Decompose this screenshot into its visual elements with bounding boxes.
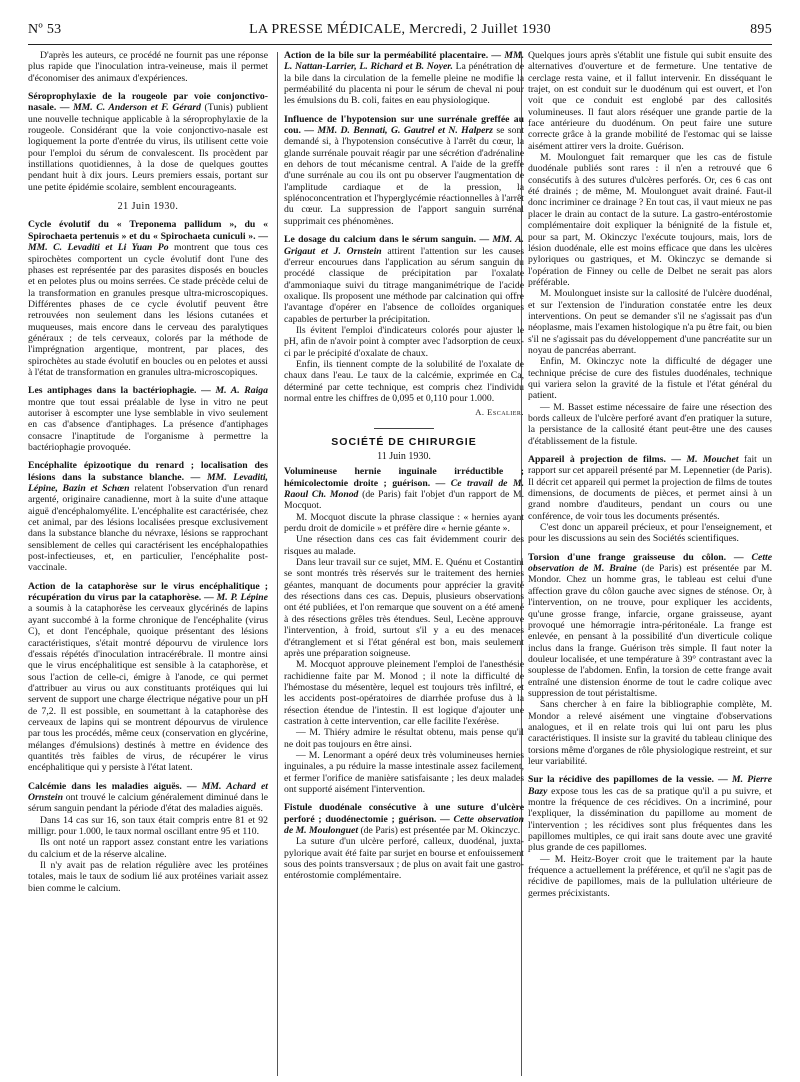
paragraph: M. Mocquot approuve pleinement l'emploi de l'anesthésie rachidienne faite par M. Monod ; il note la difficulté de l'hémostase du mésentère, lequel est toujours très infiltré, et les accidents post-opératoires de diarrhée profuse dus à la résection étendue de l'intestin. Il est logique d'ajouter une castration à cette intervention, car elle facilite l'exérèse.: [284, 659, 524, 727]
page-number: 895: [750, 22, 772, 37]
session-date: 21 Juin 1930.: [117, 201, 179, 213]
paragraph: La suture d'un ulcère perforé, calleux, duodénal, juxta-pylorique avait été faite par surjet en bourse et enfouissement sous des points transversaux ; de plus on avait fait une gastro-entérostomie complémentaire.: [284, 836, 524, 882]
society-heading: SOCIÉTÉ DE CHIRURGIE: [331, 435, 477, 448]
paragraph: C'est donc un appareil précieux, et pour l'enseignement, et pour les discussions au sein des Sociétés scientifiques.: [528, 522, 772, 545]
signature: A. Escalier.: [475, 407, 524, 418]
paragraph: D'après les auteurs, ce procédé ne fournit pas une réponse plus rapide que l'inoculation intra-veineuse, mais il permet d'économiser des animaux d'expériences.: [28, 50, 268, 84]
article-authors: — M. Mouchet: [665, 454, 739, 466]
article-authors: — MM. L. Nattan-Larrier, L. Richard et B. Noyer.: [284, 50, 524, 73]
article-title: Fistule duodénale consécutive à une suture d'ulcère perforé ; duodénectomie ; guérison.: [284, 802, 524, 825]
article-authors: — Cette observation de M. Braine: [528, 551, 772, 575]
article: [284, 50, 524, 107]
article-authors: — MM. Levaditi, Lépine, Bazin et Schœn: [28, 471, 268, 495]
paragraph: Dans leur travail sur ce sujet, MM. E. Quénu et Costantini se sont montrés très réservés sur le traitement des hernies géantes, manquant de documents pour apprécier la gravité des résections dans ces cas. Depuis, plusieurs observations ont été publiées, et l'on remarque que souvent on a été amené à des résections grêles très étendues. Seul, Lecène approuve l'intervention, à froid, surtout s'il y a eu des menaces d'étranglement et si l'état général est bon, mais seulement après une préparation soigneuse.: [284, 557, 524, 659]
article-title: Les antiphages dans la bactériophagie.: [28, 385, 197, 397]
paragraph: Enfin, ils tiennent compte de la solubilité de l'oxalate de chaux dans l'eau. Le taux de la calcémie, exprimée en Ca, déterminé par cette technique, est compris chez l'individu normal entre les chiffres de 0,095 et 0,110 pour 1.000.: [284, 358, 524, 404]
article-title: Torsion d'une frange graisseuse du côlon.: [528, 551, 727, 563]
article-body: montre que tout essai préalable de lyse in vitro ne peut autoriser à escompter une lyse semblable in vivo seulement en cas d'absence d'antiphages. La présence d'antiphages consacre l'inaptitude de l'organisme à permettre la bactériophagie provoquée.: [28, 396, 268, 453]
article-body: montrent que tous ces spirochètes comportent un cycle évolutif dont l'une des phases est représentée par des parasites disposés en boucles et en pelotes plus ou moins serrées. Ce stade précède celui de la transformation en granules presque ultra-microscopiques. Différentes phases de ce cycle évolutif peuvent être retrouvées non seulement dans les lésions cutanées et muqueuses, mais encore dans le cerveau des paralytiques généraux ; de tels cerveaux, colorés par la méthode de l'imprégnation argentique, montrent, par places, des spirochètes au stade évolutif en boucles ou en pelotes et aussi à l'état de transformation en granules ultra-microscopiques.: [28, 242, 268, 378]
article-authors: — M. A. Raiga: [196, 385, 268, 397]
article-authors: — MM. A. Grigaut et J. Ornstein: [284, 234, 524, 257]
paragraph: — M. Basset estime nécessaire de faire une résection des bords calleux de l'ulcère perforé avant d'en pratiquer la suture, la persistance de la callosité étant peut-être une des causes d'établissement de la fistule.: [528, 401, 772, 447]
paragraph: Enfin, M. Okinczyc note la difficulté de dégager une technique précise de cure des fistules duodénales, technique qui variera selon la gravité de la fistule et l'état général du patient.: [528, 356, 772, 402]
paragraph: — M. Thiéry admire le résultat obtenu, mais pense qu'il ne doit pas toujours en être ainsi.: [284, 727, 524, 750]
paragraph: Une résection dans ces cas fait évidemment courir des risques au malade.: [284, 534, 524, 557]
article: [284, 466, 524, 795]
article-body: expose tous les cas de sa pratique qu'il a pu suivre, et montre la fréquence de ces récidives. On a incriminé, pour l'expliquer, la dissémination du papillome au moment de l'intervention ; les récidives sont plus fréquentes dans les papillomes multiples, ce qui irait sans doute avec une gravité plus grande de ces papillomes.: [528, 785, 772, 854]
paragraph: Il n'y avait pas de relation régulière avec les protéines totales, mais le taux de sodium lié aux protéines variait assez bien comme le calcium.: [28, 860, 268, 894]
article-authors: — MM. C. Anderson et F. Gérard: [56, 102, 201, 114]
paragraph: Quelques jours après s'établit une fistule qui subit ensuite des alternatives d'ouverture et de fermeture. Une tentative de cerclage resta vaine, et il fallut intervenir. En disséquant le trajet, on est conduit sur le duodénum qui est ouvert, et l'on voit que ce conduit est englobé par des callosités volumineuses. Il faut alors réséquer une grande partie de la face antérieure du duodénum. On peut faire une suture correcte grâce à la grande mobilité de l'estomac qui se laisse aisément attirer vers la droite. Guérison.: [528, 50, 772, 152]
journal-title: LA PRESSE MÉDICALE, Mercredi, 2 Juillet 1930: [249, 22, 551, 37]
page-header: [28, 22, 772, 45]
article-body: (Tunis) publient une nouvelle technique applicable à la séroprophylaxie de la rougeole. Considérant que la voie conjonctivo-nasale est logiquement la porte d'entrée du virus, ils utilisent cette voie pour l'emploi du sérum de convalescent. Ils procèdent par instillations quotidiennes, à la dose de quelques gouttes pendant huit à dix jours. Leurs premiers essais, portant sur une petite épidémie scolaire, semblent encourageants.: [28, 102, 268, 193]
article: [284, 114, 524, 227]
article-title: Cycle évolutif du « Treponema pallidum », du « Spirochaeta pertenuis » et du « Spirochaeta cuniculi ».: [28, 219, 268, 242]
session-date: 11 Juin 1930.: [377, 451, 431, 462]
article-authors: — MM. Achard et Ornstein: [28, 780, 268, 803]
article-body: fait un rapport sur cet appareil présenté par M. Lepennetier (de Paris). Il décrit cet appareil qui permet la projection de films de toutes dimensions, de documents de pièces, et permet ainsi à un grand nombre d'auditeurs, pendant un cours ou une conférence, de voir tous les documents présentés.: [528, 454, 772, 522]
article-authors: — Cette observation de M. Moulonguet: [284, 813, 524, 836]
article-authors: — Ce travail de M. Raoul Ch. Monod: [284, 477, 524, 501]
article-body: (de Paris) fait l'objet d'un rapport de M. Mocquot.: [284, 489, 524, 512]
article-body: relatent l'observation d'un renard argenté, originaire canadienne, mort à la suite d'une attaque aiguë d'encéphalomyélite. L'encéphalite est caractérisée, chez cet animal, par des lésions localisées presque exclusivement dans la substance blanche du névraxe, lésions se rapprochant sensiblement de celles qui caractérisent les encéphalopathies post-infectieuses, et, en particulier, l'encéphalite post-vaccinale.: [28, 483, 268, 574]
article-title: Appareil à projection de films.: [528, 454, 666, 466]
article-title: Le dosage du calcium dans le sérum sanguin.: [284, 234, 477, 246]
article: [28, 581, 268, 774]
article-title: Volumineuse hernie inguinale irréductible ; hémicolectomie droite ; guérison.: [284, 466, 524, 489]
article-authors: — MM. C. Levaditi et Li Yuan Po: [28, 230, 269, 254]
article: [528, 454, 772, 545]
article-authors: — M. P. Lépine: [201, 592, 268, 604]
article-body: (de Paris) est présentée par M. Mondor. Chez un homme gras, le tableau est celui d'une affection grave du côlon gauche avec signes de sténose. Or, à l'intervention, on ne trouve, pour expliquer les accidents, qu'une grosse frange, infarcie, organe graisseuse, ayant provoqué une hémorragie intra-péritonéale. La frange est enlevée, en pensant à la possibilité d'un diverticule colique inclus dans la frange. Guérison très simple. Il faut noter la douleur localisée, et une température à 39° contrastant avec la souplesse de l'abdomen. Enfin, la torsion de cette frange avait entraîné une distension énorme de tout le cadre colique avec suppression de tout péristaltisme.: [528, 563, 773, 699]
article: [528, 552, 772, 768]
article: [28, 91, 268, 193]
article-body: (de Paris) est présentée par M. Okinczyc.: [358, 825, 521, 836]
article-body: ont trouvé le calcium généralement diminué dans le sérum sanguin pendant la période d'état des maladies aiguës.: [28, 791, 268, 815]
article-authors: — M. Pierre Bazy: [528, 774, 772, 797]
column-rule: [277, 52, 278, 1076]
article: [28, 385, 268, 453]
article-title: Action de la bile sur la perméabilité placentaire.: [284, 50, 489, 61]
article: [28, 219, 268, 378]
article: [284, 234, 524, 404]
paragraph: — M. Lenormant a opéré deux très volumineuses hernies inguinales, a pu réduire la masse intestinale assez facilement, et fermer l'orifice de manière satisfaisante ; les deux malades ont supporté aisément l'intervention.: [284, 749, 524, 795]
article-title: Séroprophylaxie de la rougeole par voie conjonctivo-nasale.: [28, 91, 268, 114]
article: [28, 460, 268, 573]
article: [284, 802, 524, 881]
paragraph: M. Moulonguet fait remarquer que les cas de fistule duodénale publiés sont rares : il n'en a retrouvé que 6 consécutifs à des sutures d'ulcères perforés. Or, ces 6 cas ont été drainés ; de même, M. Moulonguet avait drainé. Faut-il donc incriminer ce drainage ? En tout cas, il vaut mieux ne pas placer le drain au contact de la suture. La gastro-entérostomie complémentaire doit expliquer la bénignité de la fistule et, pour sa part, M. Okinczyc l'exécute toujours, mais, lors de lésion duodénale, elle est moins efficace que dans les ulcères pyloriques ou gastriques, et M. Okinczyc se demande si l'opération de Finney ou celle de Delbet ne serait pas alors préférable.: [528, 152, 772, 288]
article-title: Influence de l'hypotension sur une surrénale greffée au cou.: [284, 113, 524, 137]
article-title: Calcémie dans les maladies aiguës.: [28, 780, 182, 792]
article-title: Action de la cataphorèse sur le virus encéphalitique ; récupération du virus par la cataphorèse.: [28, 580, 268, 604]
article-title: Encéphalite épizootique du renard ; localisation des lésions dans la substance blanche.: [28, 460, 268, 483]
article-title: Sur la récidive des papillomes de la vessie.: [528, 774, 714, 786]
article-body: a soumis à la cataphorèse les cerveaux glycérinés de lapins ayant succombé à la forme chronique de l'encéphalite (virus C), et dont l'encéphale, quoique présentant des lésions caractéristiques, s'était montré dépourvu de virulence lors d'essais répétés d'inoculation intracérébrale. Il montre ainsi que le virus encéphalitique est sensible à la cataphorèse, et sous l'action de celle-ci, émigre à l'anode, ce qui permet d'attribuer au virus ou aux constituants protéiques qui lui servent de support une charge électrique négative pour un pH de 7,2. Il est possible, en soumettant à la cataphorèse des cerveaux de lapins qui se montrent dépourvus de virulence par tous les procédés, même ceux (conservation en glycérine, mélanges d'émulsions) destinés à mettre en évidence des quantités très faibles de virus, de récupérer le virus encéphalitique qui y persiste à l'état latent.: [28, 603, 268, 774]
article-authors: — MM. D. Bennati, G. Gautrel et N. Halperz: [300, 125, 493, 137]
paragraph: Ils ont noté un rapport assez constant entre les variations du calcium et de la réserve alcaline.: [28, 837, 268, 860]
article-body: attirent l'attention sur les causes d'erreur encourues dans l'application au sérum sanguin du procédé classique de précipitation par l'oxalate d'ammoniaque suivi du titrage manganimétrique de l'acide oxalique. Ils proposent une méthode par calcination qui offre l'avantage d'opérer en l'absence de colloïdes organiques capables de perturber la précipitation.: [284, 245, 525, 325]
column-right: [528, 50, 772, 899]
paragraph: M. Mocquot discute la phrase classique : « hernies ayant perdu droit de domicile » et préfère dire « hernie géante ».: [284, 511, 524, 535]
column-left: [28, 50, 268, 894]
paragraph: Ils évitent l'emploi d'indicateurs colorés pour ajuster le pH, afin de n'avoir point à compter avec l'adsorption de ceux-ci par le précipité d'oxalate de chaux.: [284, 324, 524, 359]
paragraph: M. Moulonguet insiste sur la callosité de l'ulcère duodénal, et sur l'extension de l'induration constatée entre les deux interventions. On peut se demander s'il ne s'agissait pas d'un néoplasme, mais l'examen histologique n'a pu être fait, ou bien s'il ne s'agissait pas du développement d'une pancréatite sur un noyau de pancréas aberrant.: [528, 288, 772, 356]
section-divider: [374, 428, 434, 429]
article-body: se sont demandé si, à l'hypotension consécutive à l'arrêt du cœur, la glande surrénale pouvait réagir par une sécrétion d'adrénaline en dehors de tout mécanisme central. A l'aide de la greffe d'une surrénale au cou ils ont pu observer l'augmentation de l'amplitude cardiaque et de la pression, la splénoconcentration et l'hyperglycémie réactionnelles à l'arrêt du cœur. La suppression de l'apport sanguin surrénal supprimait ces phénomènes.: [284, 125, 525, 227]
column-middle: [284, 50, 524, 882]
article: [28, 781, 268, 894]
article: [528, 774, 772, 899]
paragraph: Sans chercher à en faire la bibliographie complète, M. Mondor a relevé aisément une vingtaine d'observations analogues, et il en relate trois qui lui ont paru les plus caractéristiques. Il insiste sur la gravité du tableau clinique des torsions même d'organes de rôle physiologique restreint, et sur leur variabilité.: [528, 699, 772, 767]
article-body: La pénétration de la bile dans la circulation de la femelle pleine ne modifie la perméabilité du placenta ni pour le sérum de cheval ni pour les émulsions du B. coli, faites en eau physiologique.: [284, 61, 525, 107]
issue-number: Nº 53: [28, 22, 62, 37]
paragraph: — M. Heitz-Boyer croit que le traitement par la haute fréquence a actuellement la préférence, et qu'il ne s'agit pas de récidive de papillomes, mais de la pullulation ultérieure de germes précixistants.: [528, 853, 772, 899]
paragraph: Dans 14 cas sur 16, son taux était compris entre 81 et 92 milligr. pour 1.000, le taux normal oscillant entre 95 et 110.: [28, 814, 268, 837]
